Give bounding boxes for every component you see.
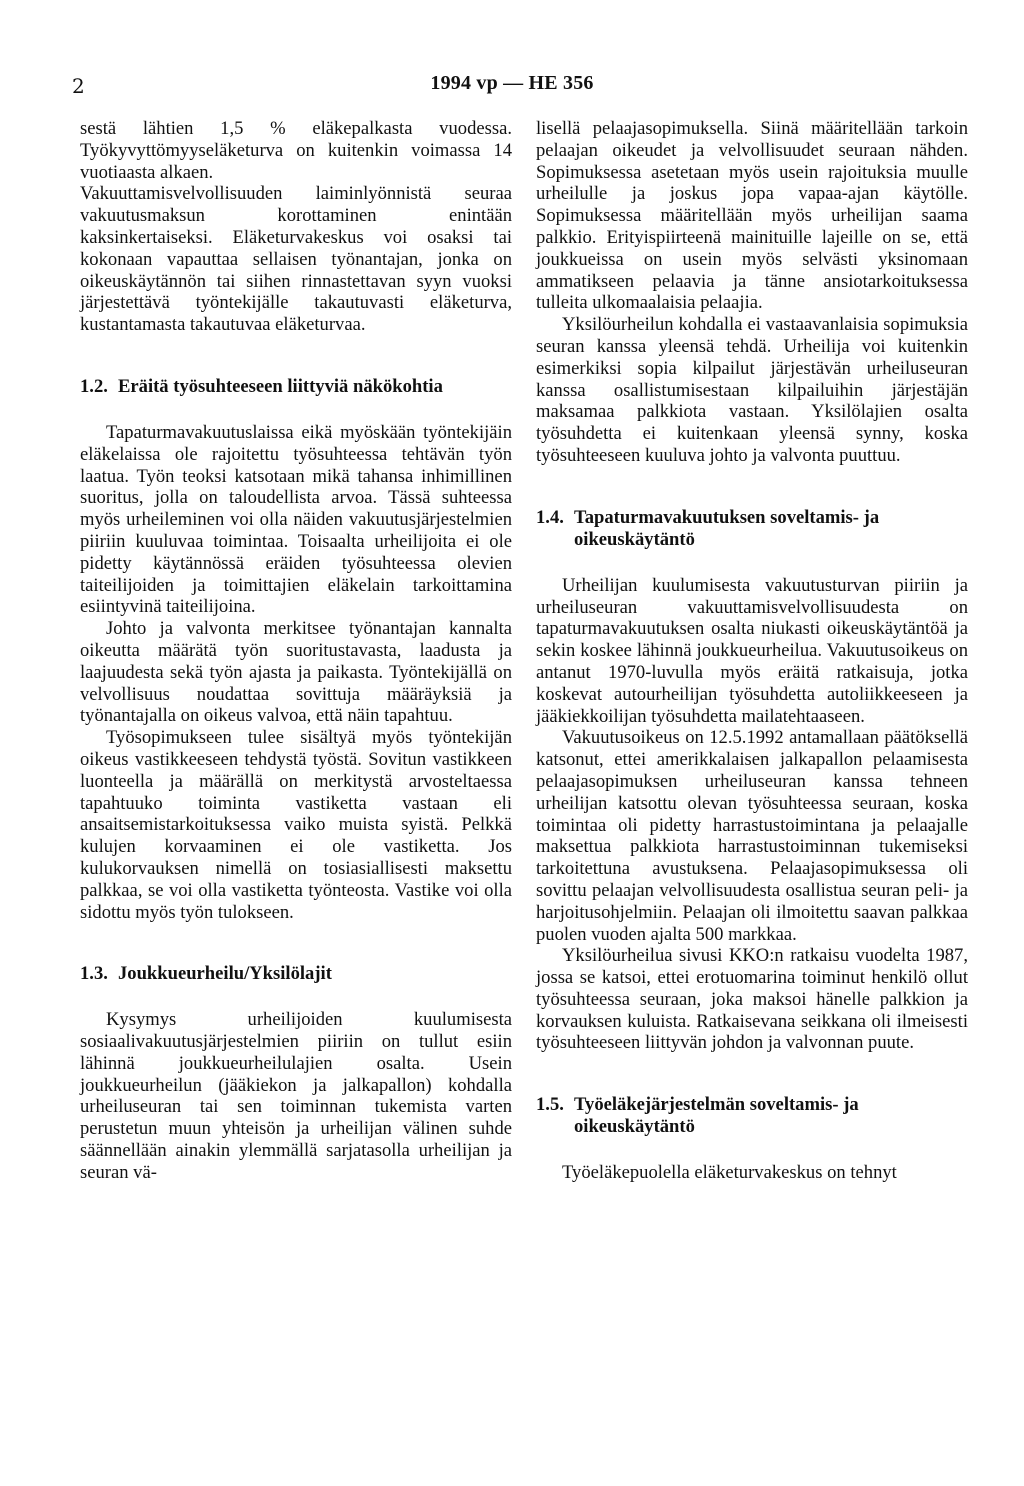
paragraph: Urheilijan kuulumisesta vakuutusturvan piiriin ja urheiluseuran vakuuttamisvelvollisuudesta on tapaturmavakuutuksen osalta niukasti oikeuskäytäntöä ja sekin koskee lähinnä joukkueurheilua. Vakuutusoikeus on antanut 1970-luvulla myös eräitä ratkaisuja, jotka koskevat autourheilijan työsuhdetta autoliikkeeseen ja jääkiekkoilijan työsuhdetta mailatehtaaseen.: [536, 574, 968, 727]
paragraph: Yksilöurheilun kohdalla ei vastaavanlaisia sopimuksia seuran kanssa yleensä tehdä. Urheilija voi kuitenkin esimerkiksi sopia kilpailut järjestävän urheiluseuran kanssa osallistumisestaan kilpailuihin järjestäjän maksamaa palkkiota vastaan. Yksilölajien osalta työsuhdetta ei kuitenkaan yleensä synny, koska työsuhteeseen kuuluva johto ja valvonta puuttuu.: [536, 314, 968, 466]
left-column: [80, 118, 512, 1184]
page-number: 2: [72, 74, 85, 98]
section-heading-1-4: [536, 507, 968, 551]
paragraph: Tapaturmavakuutuslaissa eikä myöskään työntekijäin eläkelaissa ole rajoitettu työsuhteessa tehtävän työn laatua. Työn teoksi katsotaan mikä tahansa inhimillinen suoritus, jolla on taloudellista arvoa. Tässä suhteessa myös urheileminen voi olla näiden vakuutusjärjestelmien piiriin kuuluvaa toimintaa. Toisaalta urheilijoita ei ole pidetty käytännössä eräiden työsuhteessa olevien taiteilijoiden ja toimittajien eläkelain tarkoittamina esiintyvinä taiteilijoina.: [80, 421, 512, 618]
section-number: 1.2.: [80, 375, 108, 397]
paragraph: sestä lähtien 1,5 % eläkepalkasta vuodessa. Työkyvyttömyyseläketurva on kuitenkin voimassa 14 vuotiaasta alkaen.: [80, 118, 512, 183]
paragraph: Vakuutusoikeus on 12.5.1992 antamallaan päätöksellä katsonut, ettei amerikkalaisen jalkapallon pelaamisesta pelaajasopimuksen urheiluseuran kanssa tehneen urheilijan katsottu olevan työsuhteessa seuraan, koska toimintaa oli pidetty harrastustoimintana ja pelaajalle maksettua palkkiota harrastustoiminnan tukemiseksi tarkoitettuna avustuksena. Pelaajasopimuksessa oli sovittu pelaajan velvollisuudesta osallistua seuran peli- ja harjoitusohjelmiin. Pelaajan oli ilmoitettu saavan palkkaa puolen vuoden ajalta 500 markkaa.: [536, 727, 968, 945]
paragraph: Työeläkepuolella eläketurvakeskus on tehnyt: [562, 1162, 897, 1184]
running-head: 1994 vp — HE 356: [430, 72, 594, 94]
paragraph: Vakuuttamisvelvollisuuden laiminlyönnistä seuraa vakuutusmaksun korottaminen enintään kaksinkertaiseksi. Eläketurvakeskus voi osaksi tai kokonaan vapauttaa sellaisen työnantajan, jonka on oikeuskäytännön tai siihen rinnastettavan syyn vuoksi järjestettävä työntekijälle takautuvasti eläketurva, kustantamasta takautuvaa eläketurvaa.: [80, 183, 512, 336]
paragraph: Yksilöurheilua sivusi KKO:n ratkaisu vuodelta 1987, jossa se katsoi, ettei erotuomarina toiminut henkilö ollut työsuhteessa seuraan, joka maksoi hänelle palkkion ja korvauksen kuluista. Ratkaisevana seikkana oli ilmeisesti työsuhteeseen liittyvän johdon ja valvonnan puute.: [536, 945, 968, 1054]
section-title: Joukkueurheilu/Yksilölajit: [118, 963, 332, 985]
section-number: 1.5.: [536, 1094, 564, 1116]
section-title: Tapaturmavakuutuksen soveltamis- ja oikeuskäytäntö: [574, 506, 880, 550]
section-number: 1.3.: [80, 963, 108, 985]
paragraph: Kysymys urheilijoiden kuulumisesta sosiaalivakuutusjärjestelmien piiriin on tullut esiin lähinnä joukkueurheilulajien osalta. Usein joukkueurheilun (jääkiekon ja jalkapallon) kohdalla urheiluseuran tai sen toiminnan tukemista varten perustetun muun yhteisön ja urheilijan välinen suhde säännellään ainakin ylemmällä sarjatasolla urheilijan ja seuran vä-: [80, 1009, 512, 1183]
paragraph: Johto ja valvonta merkitsee työnantajan kannalta oikeutta määrätä työn suoritustavasta, laadusta ja laajuudesta sekä työn ajasta ja paikasta. Työntekijällä on velvollisuus noudattaa sovittuja määräyksiä ja työnantajalla on oikeus valvoa, että näin tapahtuu.: [80, 618, 512, 727]
section-heading-1-5: [536, 1094, 968, 1138]
section-number: 1.4.: [536, 506, 564, 528]
paragraph: lisellä pelaajasopimuksella. Siinä määritellään tarkoin pelaajan oikeudet ja velvollisuudet seuraan nähden. Sopimuksessa asetetaan myös usein rajoituksia muulle urheilulle ja joskus jopa vapaa-ajan käytölle. Sopimuksessa määritellään myös urheilijan saama palkkio. Erityispiirteenä mainituille lajeille on se, että joukkueissa on usein myös selvästi yksinomaan ammatikseen pelaavia ja tänne ansiotarkoituksessa tulleita ulkomaalaisia pelaajia.: [536, 118, 968, 314]
right-column: [536, 118, 968, 1184]
section-title: Eräitä työsuhteeseen liittyviä näkökohtia: [118, 375, 443, 397]
section-title: Työeläkejärjestelmän soveltamis- ja oikeuskäytäntö: [574, 1094, 859, 1138]
paragraph: Työsopimukseen tulee sisältyä myös työntekijän oikeus vastikkeeseen tehdystä työstä. Sovitun vastikkeen luonteella ja määrällä on merkitystä arvosteltaessa tapahtuuko toiminta vastiketta vastaan eli ansaitsemistarkoituksessa vaiko muista syistä. Pelkkä kulujen korvaaminen ei ole vastiketta. Jos kulukorvauksen nimellä on tosiasiallisesti maksettu palkkaa, se voi olla vastiketta työnteosta. Vastike voi olla sidottu myös työn tulokseen.: [80, 727, 512, 923]
section-heading-1-2: [80, 376, 512, 398]
section-heading-1-3: [80, 963, 512, 985]
